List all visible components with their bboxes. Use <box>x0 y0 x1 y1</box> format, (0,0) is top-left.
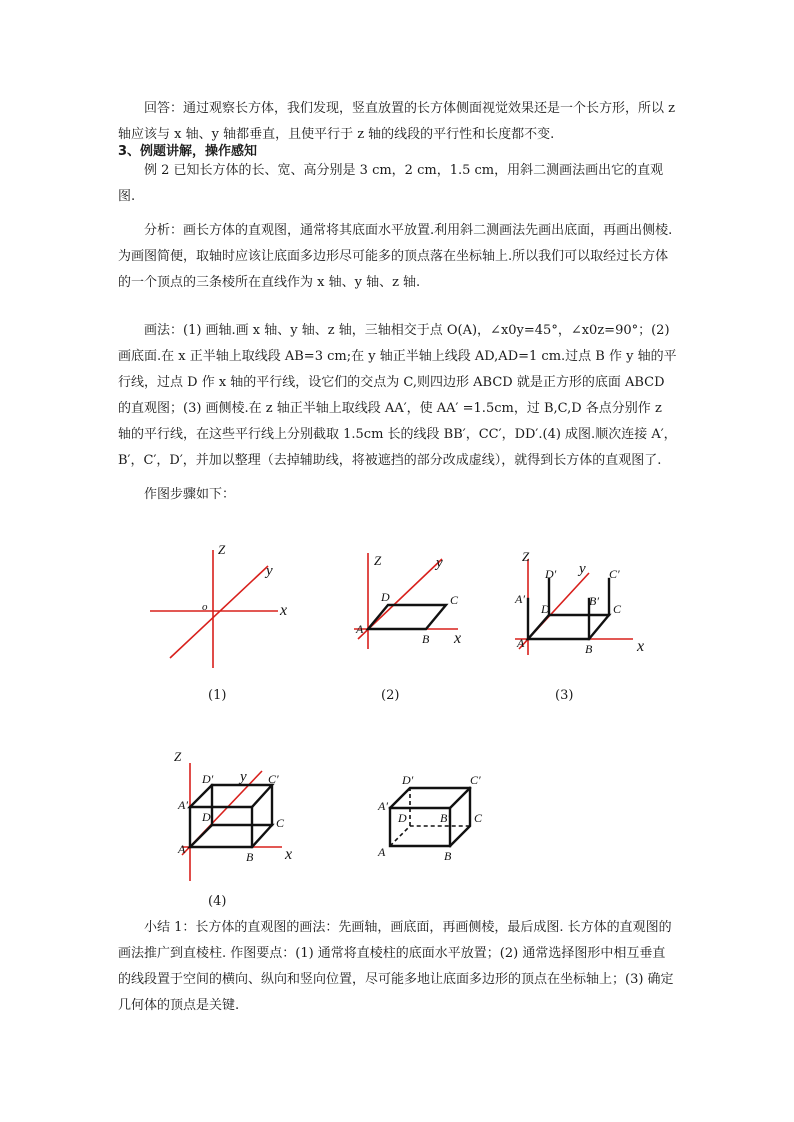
point-c-label: C <box>276 816 285 830</box>
point-d-label: D <box>398 811 407 825</box>
point-a-label: A <box>378 845 386 859</box>
figure-2-base <box>338 545 473 650</box>
point-a1-label: A′ <box>178 798 188 812</box>
point-b-label: B <box>246 850 254 864</box>
point-b1-label: B′ <box>440 811 450 825</box>
example-paragraph: 例 2 已知长方体的长、宽、高分别是 3 cm，2 cm，1.5 cm，用斜二测画法画出它的直观图. <box>118 163 664 204</box>
figure-4-caption: (4) <box>208 894 227 909</box>
point-d1-label: D′ <box>402 773 414 787</box>
point-b-label: B <box>422 632 430 646</box>
point-c1-label: C′ <box>268 772 279 786</box>
x-label: x <box>285 846 293 863</box>
point-b-label: B <box>585 642 593 656</box>
hidden-edges-base <box>390 826 470 846</box>
figure-1-axes <box>150 540 290 670</box>
figure-4-complete-with-axes <box>170 745 310 885</box>
edge-b1c1 <box>450 788 470 808</box>
point-a1-label: A′ <box>515 592 525 606</box>
base-abcd <box>368 605 446 629</box>
origin-label: o <box>202 601 208 613</box>
figure-2-caption: (2) <box>381 688 400 703</box>
point-b1-label: B′ <box>589 594 599 608</box>
z-label: Z <box>174 749 182 764</box>
y-label: y <box>266 563 273 579</box>
z-label: Z <box>218 542 226 557</box>
steps-intro: 作图步骤如下： <box>144 487 236 502</box>
x-label: x <box>280 602 288 619</box>
x-label: x <box>637 638 645 655</box>
point-d-label: D <box>202 810 211 824</box>
point-c-label: C <box>474 811 483 825</box>
point-c1-label: C′ <box>470 773 481 787</box>
section-title: 3、例题讲解，操作感知 <box>118 144 258 159</box>
point-d-label: D <box>381 590 390 604</box>
y-label: y <box>436 555 443 571</box>
summary-paragraph: 小结 1：长方体的直观图的画法：先画轴，画底面，再画侧棱，最后成图. 长方体的直观图的画法推广到直棱柱. 作图要点：(1) 通常将直棱柱的底面水平放置；(2) 通常选择图形中相互垂直的线段置于空间的横向、纵向和竖向位置，尽可能多地让底面多边形的顶点在坐标轴上；(3) 确定几何体的顶点是关键. <box>118 920 674 1013</box>
point-a1-label: A′ <box>378 799 388 813</box>
figure-3-side-edges <box>505 545 655 660</box>
point-d1-label: D′ <box>202 772 214 786</box>
point-c-label: C <box>613 602 622 616</box>
point-a-label: A <box>517 636 525 650</box>
y-axis <box>170 566 268 658</box>
point-d-label: D <box>541 602 550 616</box>
point-a-label: A <box>178 842 186 856</box>
x-label: x <box>454 630 462 647</box>
figure-3-caption: (3) <box>555 688 574 703</box>
point-c-label: C <box>450 593 459 607</box>
y-label: y <box>579 561 586 577</box>
y-label: y <box>240 769 247 785</box>
point-c1-label: C′ <box>609 567 620 581</box>
base-abcd <box>190 825 272 847</box>
figure-1-caption: (1) <box>208 688 227 703</box>
figure-5-final-cuboid <box>372 768 492 868</box>
z-label: Z <box>522 549 530 564</box>
point-b-label: B <box>444 849 452 863</box>
point-a-label: A <box>356 622 364 636</box>
analysis-paragraph: 分析：画长方体的直观图，通常将其底面水平放置.利用斜二测画法先画出底面，再画出侧棱.为画图简便，取轴时应该让底面多边形尽可能多的顶点落在坐标轴上.所以我们可以取经过长方体的一个顶点的三条棱所在直线作为 x 轴、y 轴、z 轴. <box>118 223 673 290</box>
point-d1-label: D′ <box>545 567 557 581</box>
method-paragraph: 画法：(1) 画轴.画 x 轴、y 轴、z 轴，三轴相交于点 O(A)，∠x0y=45°，∠x0z=90°；(2) 画底面.在 x 正半轴上取线段 AB=3 cm;在 y 轴正半轴上线段 AD,AD=1 cm.过点 B 作 y 轴的平行线，过点 D 作 x 轴的平行线，设它们的交点为 C,则四边形 ABCD 就是正方形的底面 ABCD 的直观图；(3) 画侧棱.在 z 轴正半轴上取线段 AA′，使 AA′ =1.5cm，过 B,C,D 各点分别作 z 轴的平行线，在这些平行线上分别截取 1.5cm 长的线段 BB′，CC′，DD′.(4) 成图.顺次连接 A′，B′，C′，D′，并加以整理（去掉辅助线，将被遮挡的部分改成虚线），就得到长方体的直观图了. <box>118 323 677 468</box>
z-label: Z <box>374 553 382 568</box>
answer-paragraph: 回答：通过观察长方体，我们发现，竖直放置的长方体侧面视觉效果还是一个长方形，所以 z 轴应该与 x 轴、y 轴都垂直，且使平行于 z 轴的线段的平行性和长度都不变. <box>118 101 675 142</box>
